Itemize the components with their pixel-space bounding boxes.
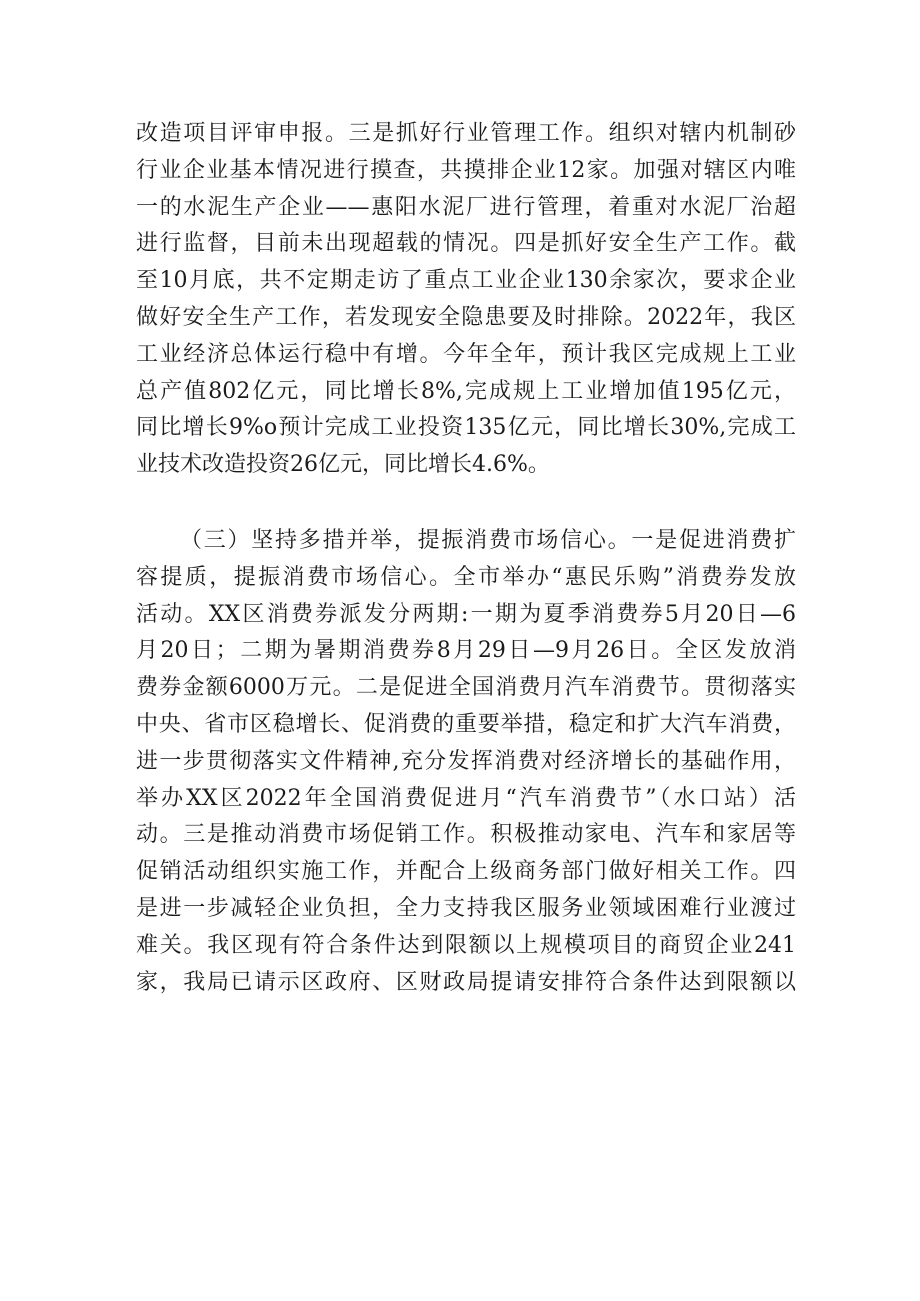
paragraph-consumption <box>136 523 796 1001</box>
text-line: 工业经济总体运行稳中有增。今年全年，预计我区完成规上工业 <box>136 341 796 367</box>
text-line: （三）坚持多措并举，提振消费市场信心。一是促进消费扩 <box>180 528 796 553</box>
text-line: 是进一步减轻企业负担，全力支持我区服务业领域困难行业渡过 <box>136 895 796 921</box>
text-line: 中央、省市区稳增长、促消费的重要举措，稳定和扩大汽车消费， <box>136 711 796 737</box>
text-line: 至10月底，共不定期走访了重点工业企业130余家次，要求企业 <box>136 268 796 294</box>
text-line: 进行监督，目前未出现超载的情况。四是抓好安全生产工作。截 <box>136 231 796 257</box>
text-line: 难关。我区现有符合条件达到限额以上规模项目的商贸企业241 <box>136 932 796 958</box>
text-line: 同比增长9%o预计完成工业投资135亿元，同比增长30%,完成工 <box>136 415 796 441</box>
text-line: 行业企业基本情况进行摸查，共摸排企业12家。加强对辖区内唯 <box>136 157 796 183</box>
text-line: 一的水泥生产企业——惠阳水泥厂进行管理，着重对水泥厂治超 <box>136 194 796 220</box>
text-line: 改造项目评审申报。三是抓好行业管理工作。组织对辖内机制砂 <box>136 121 796 146</box>
text-line: 做好安全生产工作，若发现安全隐患要及时排除。2022年，我区 <box>136 304 796 330</box>
text-line: 活动。XX区消费券派发分两期:一期为夏季消费券5月20日—6 <box>136 601 796 627</box>
text-line: 进一步贯彻落实文件精神,充分发挥消费对经济增长的基础作用， <box>136 748 796 774</box>
text-line: 总产值802亿元，同比增长8%,完成规上工业增加值195亿元， <box>136 378 796 404</box>
text-line: 月20日；二期为暑期消费券8月29日—9月26日。全区发放消 <box>136 638 796 664</box>
text-line: 动。三是推动消费市场促销工作。积极推动家电、汽车和家居等 <box>136 822 796 848</box>
text-line: 举办XX区2022年全国消费促进月“汽车消费节”（水口站）活 <box>136 785 796 811</box>
text-line: 费券金额6000万元。二是促进全国消费月汽车消费节。贯彻落实 <box>136 675 796 701</box>
paragraph-industry <box>136 116 796 484</box>
text-line: 家，我局已请示区政府、区财政局提请安排符合条件达到限额以 <box>136 969 796 995</box>
text-line: 业技术改造投资26亿元，同比增长4.6%。 <box>136 452 550 478</box>
text-line: 促销活动组织实施工作，并配合上级商务部门做好相关工作。四 <box>136 859 796 885</box>
text-line: 容提质，提振消费市场信心。全市举办“惠民乐购”消费券发放 <box>136 564 796 590</box>
